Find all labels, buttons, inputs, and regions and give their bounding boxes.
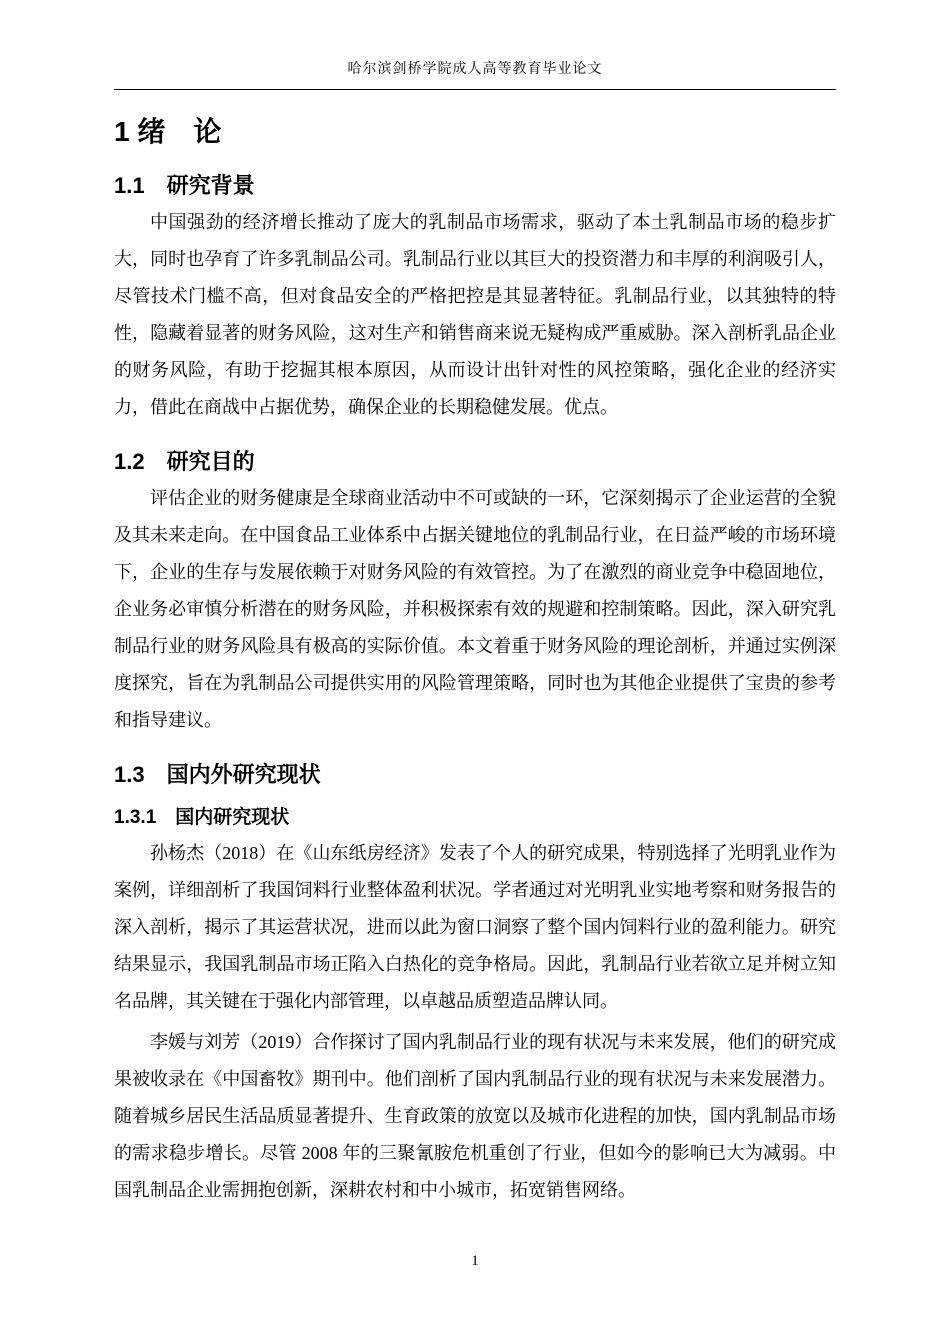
section-heading-1-3: 1.3 国内外研究现状 <box>114 762 321 787</box>
page-footer <box>0 1253 950 1270</box>
chapter-title: 1 绪 论 <box>114 116 222 147</box>
paragraph-domestic-research-1: 孙杨杰（2018）在《山东纸房经济》发表了个人的研究成果，特别选择了光明乳业作为案例，详细剖析了我国饲料行业整体盈利状况。学者通过对光明乳业实地考察和财务报告的深入剖析，揭示了其运营状况，进而以此为窗口洞察了整个国内饲料行业的盈利能力。研究结果显示，我国乳制品市场正陷入白热化的竞争格局。因此，乳制品行业若欲立足并树立知名品牌，其关键在于强化内部管理，以卓越品质塑造品牌认同。 <box>114 843 836 1011</box>
subsection-heading-1-3-1: 1.3.1 国内研究现状 <box>114 807 290 828</box>
page-number: 1 <box>471 1253 479 1269</box>
paragraph-research-background: 中国强劲的经济增长推动了庞大的乳制品市场需求，驱动了本土乳制品市场的稳步扩大，同时也孕育了许多乳制品公司。乳制品行业以其巨大的投资潜力和丰厚的利润吸引人，尽管技术门槛不高，但对食品安全的严格把控是其显著特征。乳制品行业，以其独特的特性，隐藏着显著的财务风险，这对生产和销售商来说无疑构成严重威胁。深入剖析乳品企业的财务风险，有助于挖掘其根本原因，从而设计出针对性的风控策略，强化企业的经济实力，借此在商战中占据优势，确保企业的长期稳健发展。优点。 <box>114 212 836 417</box>
paragraph-domestic-research-2: 李媛与刘芳（2019）合作探讨了国内乳制品行业的现有状况与未来发展，他们的研究成果被收录在《中国畜牧》期刊中。他们剖析了国内乳制品行业的现有状况与未来发展潜力。随着城乡居民生活品质显著提升、生育政策的放宽以及城市化进程的加快，国内乳制品市场的需求稳步增长。尽管 2008 年的三聚氰胺危机重创了行业，但如今的影响已大为减弱。中国乳制品企业需拥抱创新，深耕农村和中小城市，拓宽销售网络。 <box>114 1032 836 1200</box>
page-body <box>114 114 836 1209</box>
page-header <box>114 62 836 90</box>
paragraph-research-purpose: 评估企业的财务健康是全球商业活动中不可或缺的一环，它深刻揭示了企业运营的全貌及其未来走向。在中国食品工业体系中占据关键地位的乳制品行业，在日益严峻的市场环境下，企业的生存与发展依赖于对财务风险的有效管控。为了在激烈的商业竞争中稳固地位，企业务必审慎分析潜在的财务风险，并积极探索有效的规避和控制策略。因此，深入研究乳制品行业的财务风险具有极高的实际价值。本文着重于财务风险的理论剖析，并通过实例深度探究，旨在为乳制品公司提供实用的风险管理策略，同时也为其他企业提供了宝贵的参考和指导建议。 <box>114 488 836 730</box>
header-title: 哈尔滨剑桥学院成人高等教育毕业论文 <box>347 62 603 77</box>
section-heading-1-1: 1.1 研究背景 <box>114 173 255 198</box>
section-heading-1-2: 1.2 研究目的 <box>114 449 255 474</box>
